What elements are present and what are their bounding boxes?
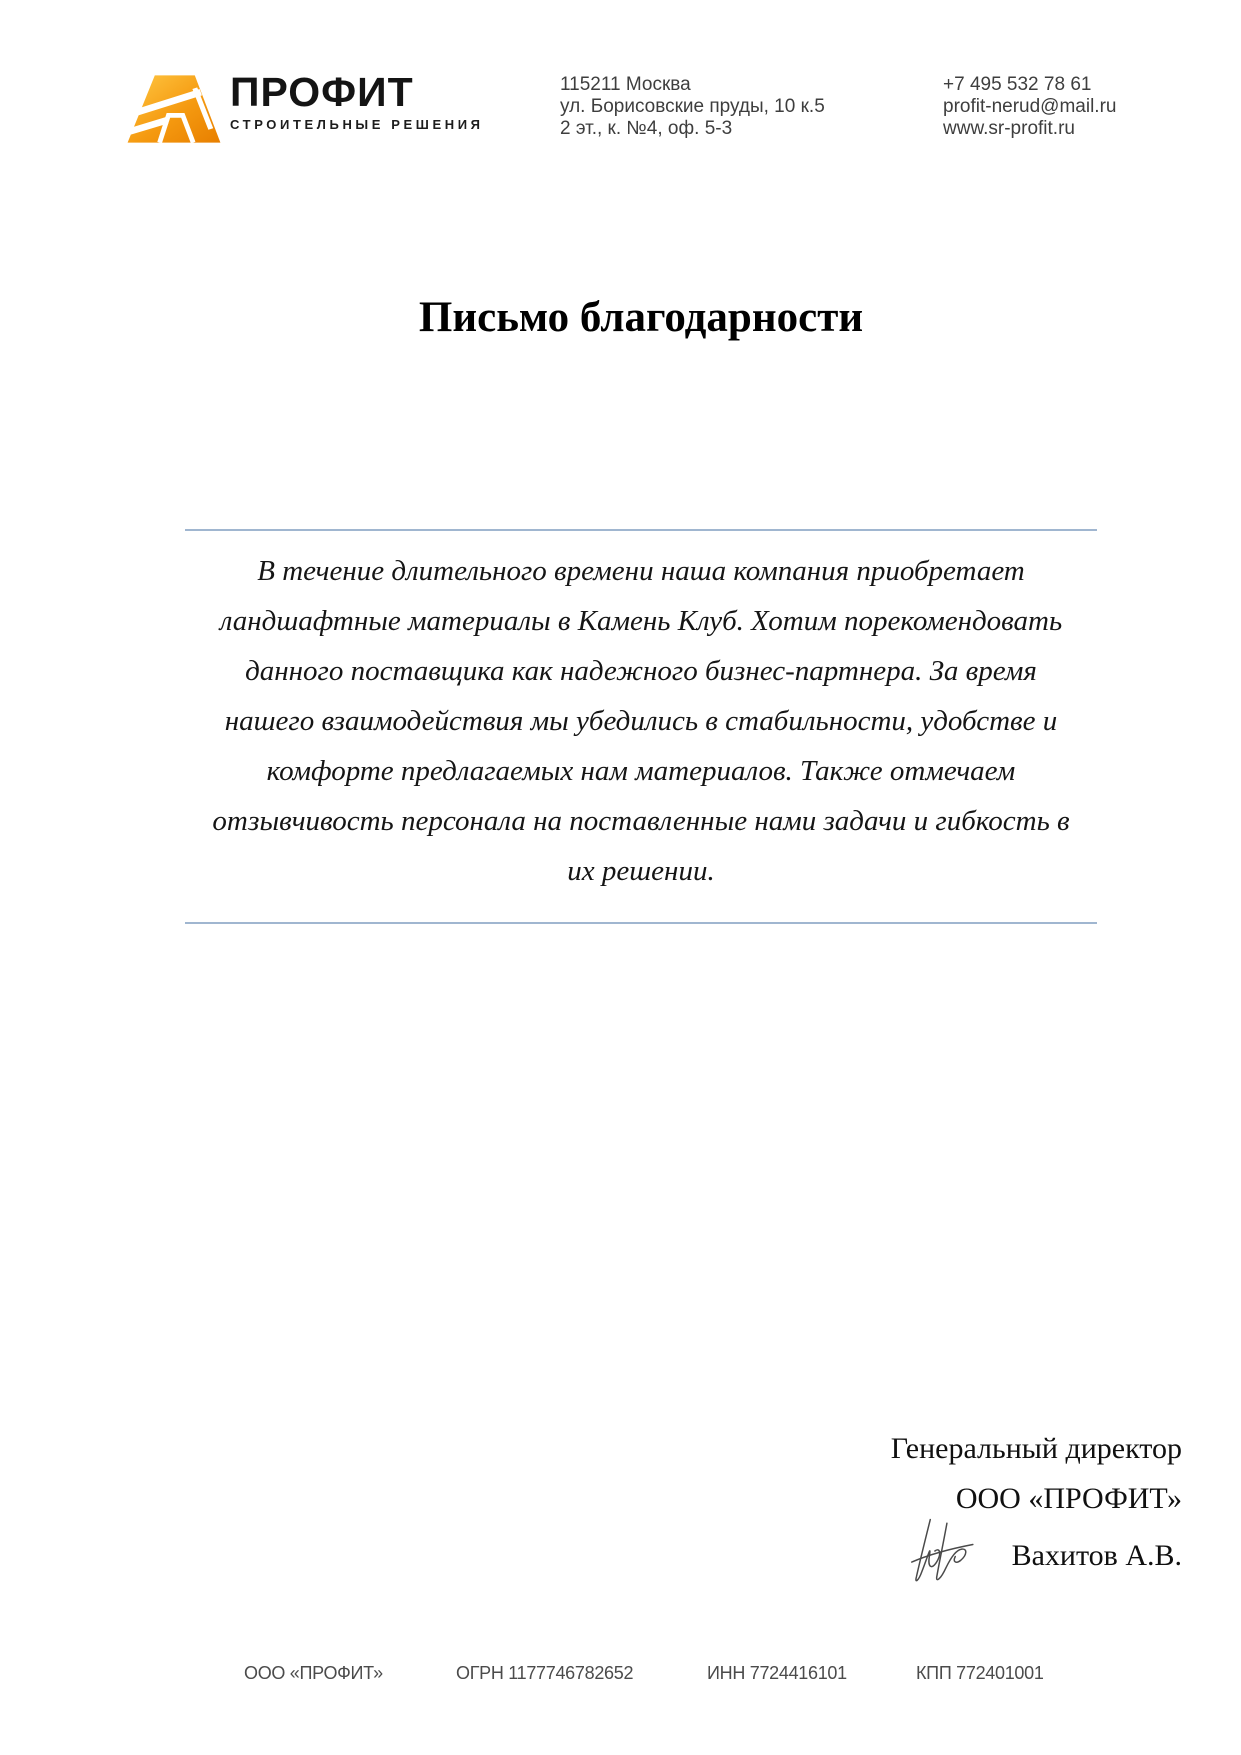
- body-line: нашего взаимодействия мы убедились в стабильности, удобстве и: [224, 705, 1058, 737]
- footer-kpp: КПП 772401001: [916, 1663, 1044, 1683]
- footer-company: ООО «ПРОФИТ»: [244, 1663, 383, 1683]
- profit-logo-icon: [126, 70, 222, 148]
- body-line: комфорте предлагаемых нам материалов. Также отмечаем: [266, 755, 1016, 787]
- signatory-position: Генеральный директор: [890, 1432, 1182, 1465]
- footer-inn: ИНН 7724416101: [707, 1663, 847, 1683]
- page-title: Письмо благодарности: [418, 294, 864, 341]
- body-line: их решении.: [567, 855, 715, 887]
- body-line: ландшафтные материалы в Камень Клуб. Хотим порекомендовать: [219, 605, 1063, 637]
- signature-block: [891, 1424, 1182, 1588]
- signatory-company: ООО «ПРОФИТ»: [955, 1482, 1182, 1515]
- footer-ogrn: ОГРН 1177746782652: [456, 1663, 634, 1683]
- letter-body: [185, 529, 1097, 924]
- company-logo-name: ПРОФИТ: [230, 69, 414, 115]
- signature-row: [891, 1524, 1182, 1588]
- header-contacts-block: [943, 74, 1116, 140]
- header-address-block: [560, 74, 825, 140]
- signatory-name: Вахитов А.В.: [1011, 1539, 1182, 1572]
- logo-text-block: [230, 70, 484, 132]
- address-line-1: 115211 Москва: [560, 74, 691, 95]
- address-line-3: 2 эт., к. №4, оф. 5-3: [560, 118, 733, 139]
- phone-number: +7 495 532 78 61: [943, 74, 1092, 95]
- body-line: данного поставщика как надежного бизнес-партнера. За время: [245, 655, 1037, 687]
- company-logo-tagline: СТРОИТЕЛЬНЫЕ РЕШЕНИЯ: [230, 117, 484, 132]
- body-line: отзывчивость персонала на поставленные нами задачи и гибкость в: [212, 805, 1070, 837]
- handwritten-signature-icon: [902, 1514, 990, 1588]
- body-line: В течение длительного времени наша компания приобретает: [257, 555, 1025, 587]
- email-address: profit-nerud@mail.ru: [943, 96, 1117, 117]
- address-line-2: ул. Борисовские пруды, 10 к.5: [560, 96, 825, 117]
- website-url: www.sr-profit.ru: [943, 118, 1075, 139]
- title-area: [185, 292, 1097, 344]
